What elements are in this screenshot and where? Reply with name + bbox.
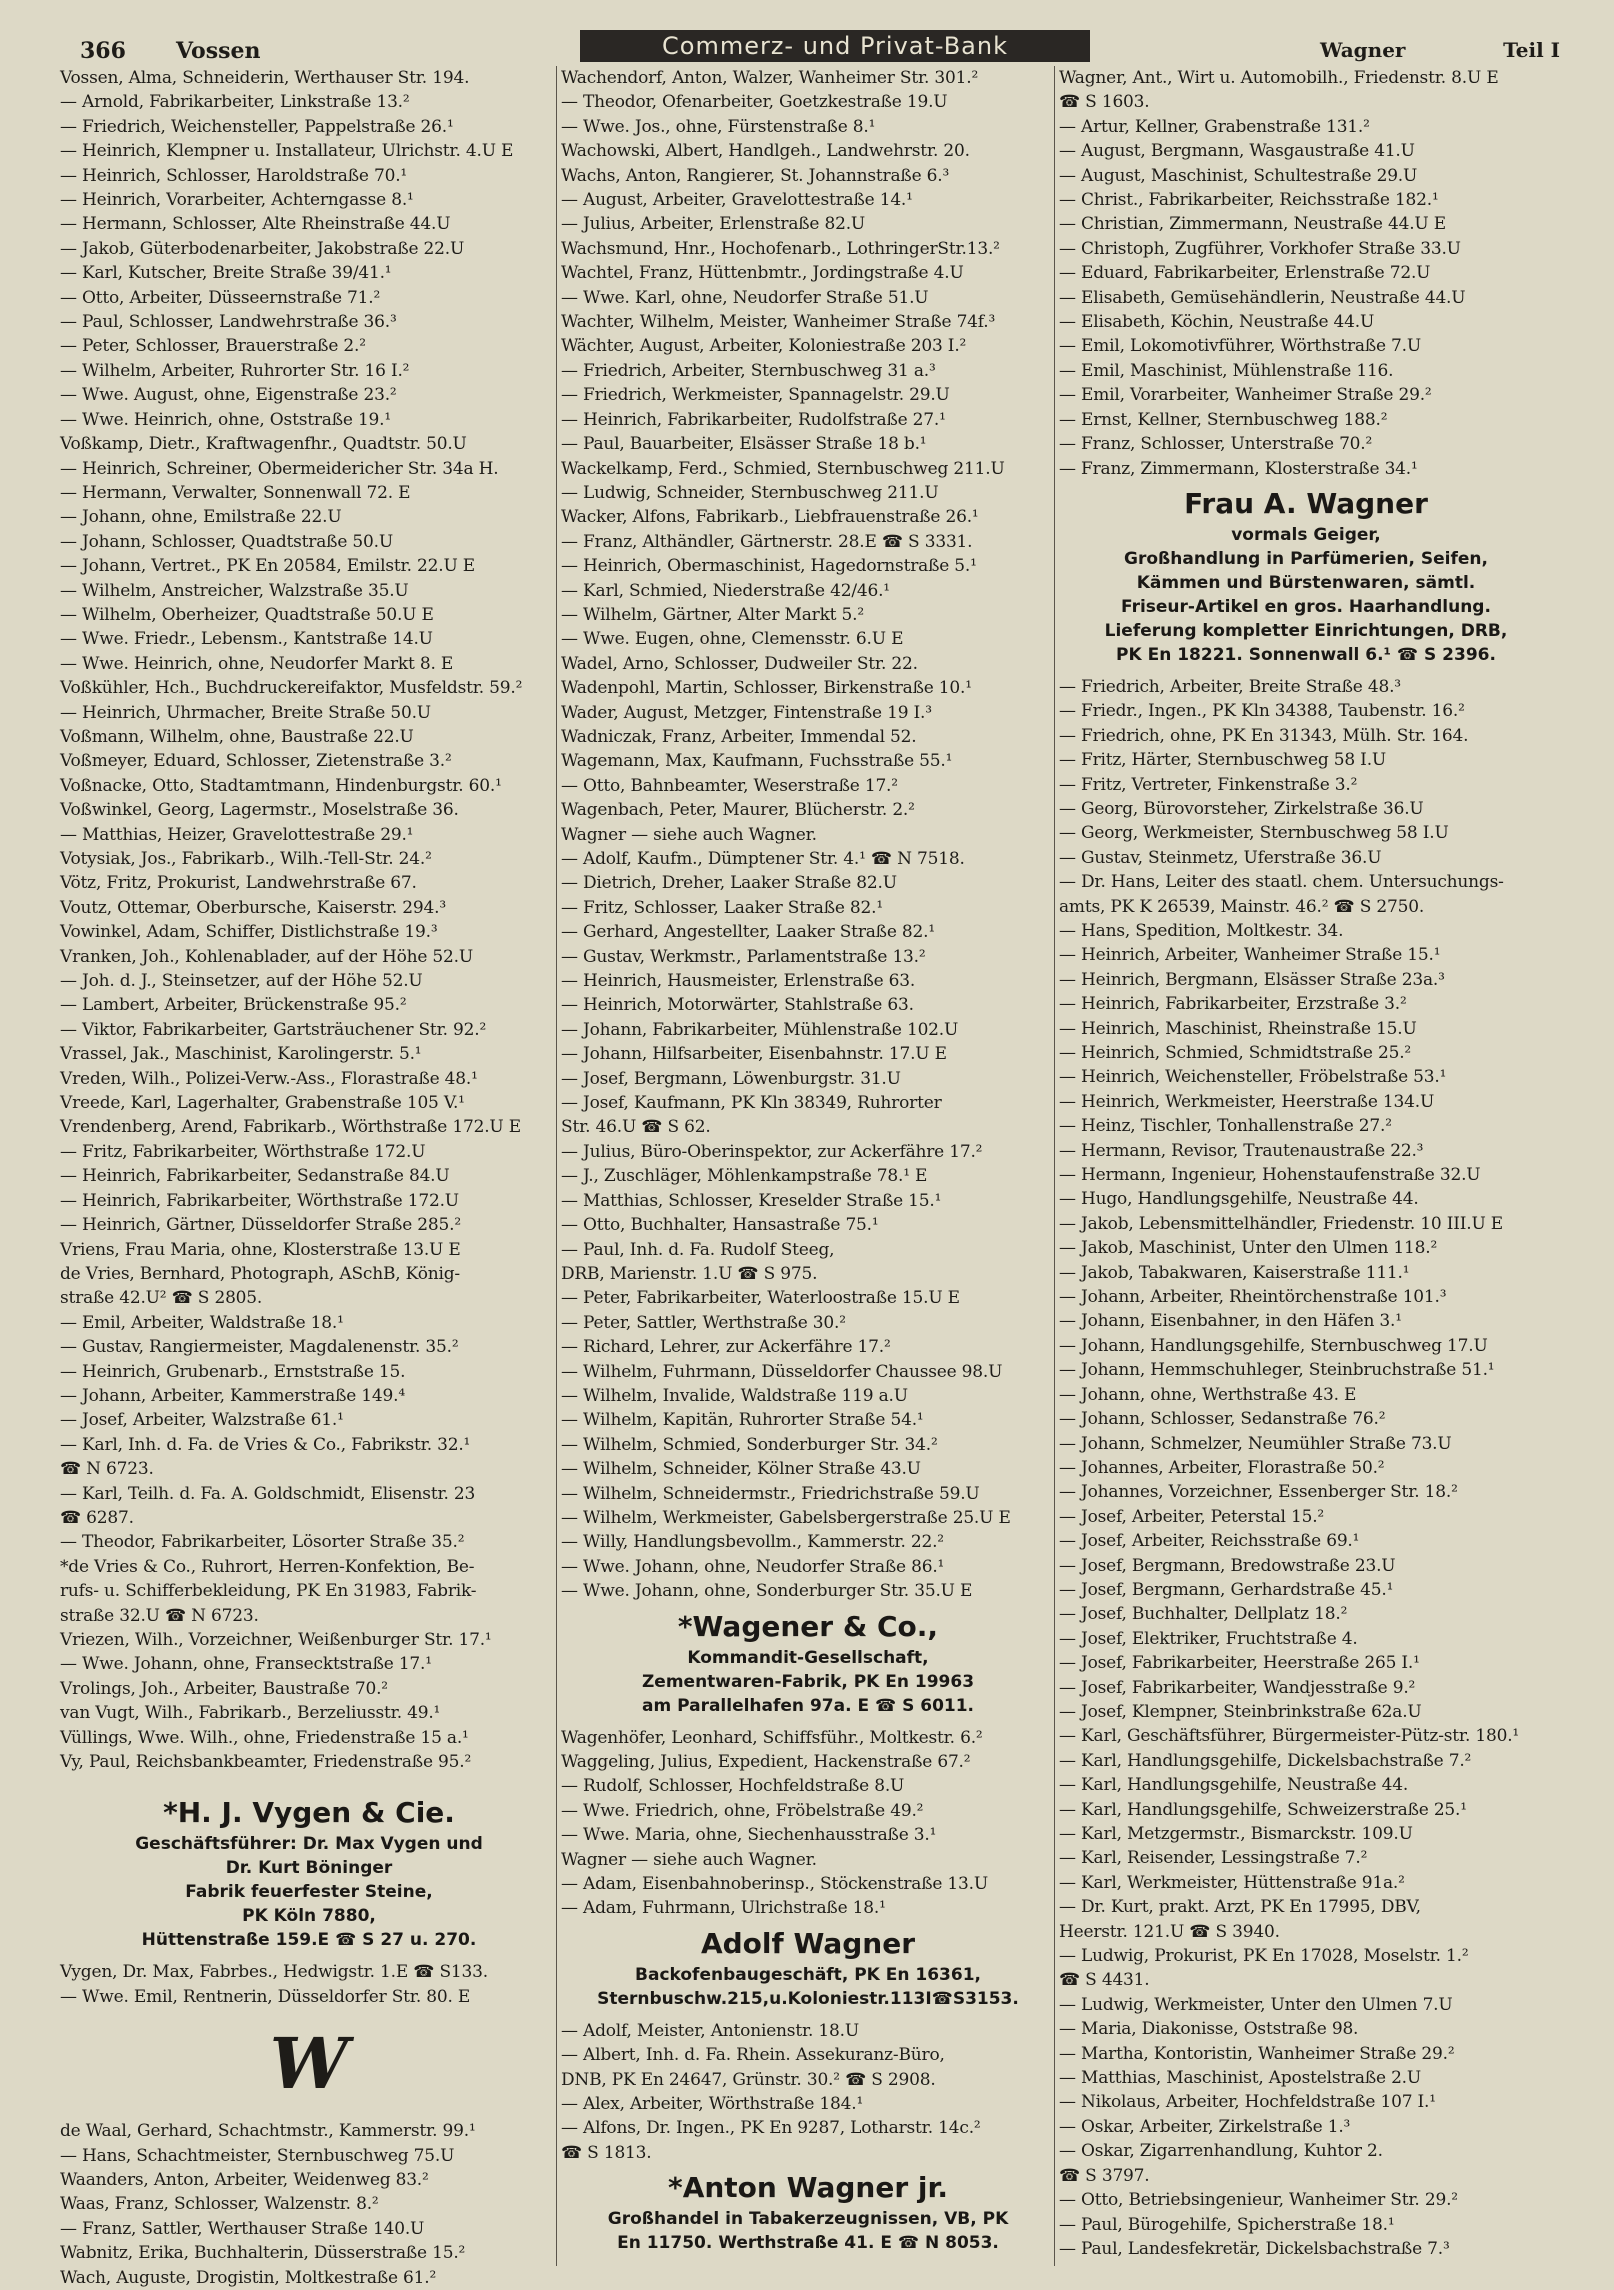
- directory-entry: — Emil, Maschinist, Mühlenstraße 116.: [1059, 360, 1394, 381]
- directory-entry: Voßmeyer, Eduard, Schlosser, Zietenstraße 3.²: [60, 751, 452, 772]
- ad-lines: [561, 2207, 1055, 2255]
- directory-entry: — Josef, Buchhalter, Dellplatz 18.²: [1059, 1604, 1348, 1625]
- directory-entry: — Fritz, Schlosser, Laaker Straße 82.¹: [561, 897, 883, 918]
- directory-entry: Vygen, Dr. Max, Fabrbes., Hedwigstr. 1.E ☎ S133.: [60, 1962, 488, 1983]
- directory-entry: Vrendenberg, Arend, Fabrikarb., Wörthstraße 172.U E: [60, 1117, 521, 1138]
- directory-entry: Votysiak, Jos., Fabrikarb., Wilh.-Tell-Str. 24.²: [60, 849, 432, 869]
- directory-entry: — Johann, Arbeiter, Rheintörchenstraße 101.³: [1059, 1287, 1447, 1308]
- directory-entry: — Paul, Bauarbeiter, Elsässer Straße 18 b.¹: [561, 434, 927, 455]
- ad-lines: [1059, 523, 1553, 667]
- directory-entry: — Christian, Zimmermann, Neustraße 44.U E: [1059, 214, 1446, 235]
- directory-entry: — Peter, Fabrikarbeiter, Waterloostraße 15.U E: [561, 1288, 960, 1309]
- directory-entry: — Otto, Buchhalter, Hansastraße 75.¹: [561, 1215, 879, 1236]
- ad-line: Sternbuschw.215,u.Koloniestr.113I☎S3153.: [597, 1988, 1019, 2009]
- directory-entry: — Wwe. Heinrich, ohne, Neudorfer Markt 8. E: [60, 653, 454, 674]
- directory-entry: — Josef, Bergmann, Bredowstraße 23.U: [1059, 1555, 1396, 1576]
- directory-entry: Vreden, Wilh., Polizei-Verw.-Ass., Florastraße 48.¹: [60, 1068, 478, 1089]
- directory-entry: — Adam, Eisenbahnoberinsp., Stöckenstraße 13.U: [561, 1874, 988, 1895]
- directory-entry: — Josef, Arbeiter, Walzstraße 61.¹: [60, 1410, 344, 1431]
- directory-entry: ☎ S 1813.: [561, 2142, 652, 2163]
- directory-entry: Waanders, Anton, Arbeiter, Weidenweg 83.²: [60, 2170, 429, 2191]
- directory-entry: Vranken, Joh., Kohlenablader, auf der Höhe 52.U: [60, 946, 473, 967]
- directory-entry: — Wwe. Jos., ohne, Fürstenstraße 8.¹: [561, 116, 876, 137]
- directory-entry: — Franz, Schlosser, Unterstraße 70.²: [1059, 434, 1373, 455]
- directory-entry: — Adam, Fuhrmann, Ulrichstraße 18.¹: [561, 1898, 886, 1919]
- ad-line: Friseur-Artikel en gros. Haarhandlung.: [1121, 596, 1491, 617]
- directory-entry: Vrolings, Joh., Arbeiter, Baustraße 70.²: [60, 1678, 388, 1699]
- directory-entry: — Wilhelm, Gärtner, Alter Markt 5.²: [561, 604, 864, 625]
- ad-line: PK Köln 7880,: [242, 1906, 376, 1927]
- directory-entry: — Heinrich, Gärtner, Düsseldorfer Straße 285.²: [60, 1215, 461, 1236]
- page-header: [80, 30, 1560, 64]
- directory-entry: — Wwe. Emil, Rentnerin, Düsseldorfer Str. 80. E: [60, 1986, 471, 2007]
- directory-entry: — Friedr., Ingen., PK Kln 34388, Taubenstr. 16.²: [1059, 701, 1465, 722]
- directory-entry: Vossen, Alma, Schneiderin, Werthauser Str. 194.: [60, 68, 470, 88]
- directory-entry: — Johann, Schmelzer, Neumühler Straße 73.U: [1059, 1433, 1452, 1454]
- directory-entry: — Julius, Arbeiter, Erlenstraße 82.U: [561, 214, 866, 235]
- directory-entry: van Vugt, Wilh., Fabrikarb., Berzeliusstr. 49.¹: [60, 1703, 441, 1724]
- directory-entry: — Otto, Betriebsingenieur, Wanheimer Str. 29.²: [1059, 2190, 1458, 2211]
- directory-entry: — Wilhelm, Werkmeister, Gabelsbergerstraße 25.U E: [561, 1507, 1011, 1528]
- directory-entry: — Fritz, Fabrikarbeiter, Wörthstraße 172.U: [60, 1141, 426, 1162]
- directory-entry: Wacker, Alfons, Fabrikarb., Liebfrauenstraße 26.¹: [561, 507, 979, 528]
- directory-entry: — Nikolaus, Arbeiter, Hochfeldstraße 107 I.¹: [1059, 2092, 1436, 2113]
- directory-entry: Heerstr. 121.U ☎ S 3940.: [1059, 1921, 1280, 1942]
- directory-entry: — Johann, Hilfsarbeiter, Eisenbahnstr. 17.U E: [561, 1044, 947, 1065]
- directory-entry: — Johann, ohne, Werthstraße 43. E: [1059, 1384, 1357, 1405]
- directory-entry: — J., Zuschläger, Möhlenkampstraße 78.¹ E: [561, 1166, 928, 1187]
- directory-entry: — Matthias, Heizer, Gravelottestraße 29.¹: [60, 824, 414, 845]
- directory-entry: — Heinrich, Hausmeister, Erlenstraße 63.: [561, 971, 916, 992]
- directory-entry: Wachtel, Franz, Hüttenbmtr., Jordingstraße 4.U: [561, 263, 964, 284]
- page-number: 366: [80, 38, 126, 64]
- directory-entry: — Wwe. Heinrich, ohne, Oststraße 19.¹: [60, 409, 391, 430]
- ad-line: PK En 18221. Sonnenwall 6.¹ ☎ S 2396.: [1116, 644, 1496, 665]
- directory-entry: — Wilhelm, Oberheizer, Quadtstraße 50.U E: [60, 604, 434, 625]
- directory-entry: Wackelkamp, Ferd., Schmied, Sternbuschweg 211.U: [561, 458, 1005, 479]
- directory-entry: — Adolf, Kaufm., Dümptener Str. 4.¹ ☎ N 7518.: [561, 849, 965, 869]
- directory-entry: — Karl, Schmied, Niederstraße 42/46.¹: [561, 580, 890, 601]
- directory-entry: — Heinrich, Schreiner, Obermeidericher Str. 34a H.: [60, 458, 499, 479]
- directory-entry: — Paul, Schlosser, Landwehrstraße 36.³: [60, 312, 397, 333]
- directory-entry: — Josef, Fabrikarbeiter, Heerstraße 265 I.¹: [1059, 1653, 1420, 1674]
- directory-entry: — Heinrich, Schlosser, Haroldstraße 70.¹: [60, 165, 408, 186]
- directory-entry: — Josef, Bergmann, Löwenburgstr. 31.U: [561, 1068, 901, 1089]
- directory-entry: — Otto, Bahnbeamter, Weserstraße 17.²: [561, 775, 898, 796]
- directory-entry: — Heinrich, Grubenarb., Ernststraße 15.: [60, 1361, 406, 1382]
- directory-entry: — Dietrich, Dreher, Laaker Straße 82.U: [561, 873, 897, 894]
- directory-entry: — Karl, Kutscher, Breite Straße 39/41.¹: [60, 263, 392, 284]
- entries-list: [1059, 66, 1553, 481]
- directory-entry: — Heinrich, Schmied, Schmidtstraße 25.²: [1059, 1043, 1412, 1063]
- directory-entry: — Hugo, Handlungsgehilfe, Neustraße 44.: [1059, 1189, 1419, 1210]
- directory-entry: DNB, PK En 24647, Grünstr. 30.² ☎ S 2908.: [561, 2069, 936, 2090]
- directory-entry: — Wwe. Maria, ohne, Siechenhausstraße 3.¹: [561, 1825, 937, 1846]
- directory-entry: — Christ., Fabrikarbeiter, Reichsstraße 182.¹: [1059, 190, 1439, 211]
- ad-vygen: [60, 1790, 558, 1960]
- directory-entry: — August, Bergmann, Wasgaustraße 41.U: [1059, 141, 1415, 162]
- column-2: [556, 66, 1055, 2266]
- bank-banner: Commerz- und Privat-Bank: [580, 30, 1090, 62]
- directory-entry: — Franz, Althändler, Gärtnerstr. 28.E ☎ S 3331.: [561, 531, 973, 552]
- directory-entry: — Willy, Handlungsbevollm., Kammerstr. 22.²: [561, 1532, 944, 1553]
- directory-entry: — Hermann, Ingenieur, Hohenstaufenstraße 32.U: [1059, 1165, 1481, 1186]
- directory-entry: — Wwe. Friedrich, ohne, Fröbelstraße 49.²: [561, 1800, 924, 1821]
- directory-entry: — Georg, Bürovorsteher, Zirkelstraße 36.U: [1059, 798, 1424, 819]
- ad-line: Lieferung kompletter Einrichtungen, DRB,: [1104, 620, 1508, 641]
- directory-entry: — Peter, Schlosser, Brauerstraße 2.²: [60, 336, 366, 357]
- directory-entry: Wadniczak, Franz, Arbeiter, Immendal 52.: [561, 726, 917, 747]
- ad-line: am Parallelhafen 97a. E ☎ S 6011.: [641, 1695, 975, 1716]
- ad-line: Kämmen und Bürstenwaren, sämtl.: [1136, 572, 1476, 593]
- directory-entry: — Richard, Lehrer, zur Ackerfähre 17.²: [561, 1337, 891, 1358]
- directory-entry: — Josef, Fabrikarbeiter, Wandjesstraße 9.²: [1059, 1677, 1416, 1698]
- ad-line: Hüttenstraße 159.E ☎ S 27 u. 270.: [141, 1930, 477, 1951]
- column-1: [60, 66, 558, 2288]
- directory-entry: — Johann, ohne, Emilstraße 22.U: [60, 507, 342, 528]
- directory-entry: — Lambert, Arbeiter, Brückenstraße 95.²: [60, 995, 407, 1016]
- directory-entry: — Johann, Schlosser, Sedanstraße 76.²: [1059, 1409, 1386, 1430]
- directory-entry: — Johann, Handlungsgehilfe, Sternbuschweg 17.U: [1059, 1335, 1488, 1356]
- directory-entry: Voßnacke, Otto, Stadtamtmann, Hindenburgstr. 60.¹: [60, 775, 502, 796]
- directory-entry: Waggeling, Julius, Expedient, Hackenstraße 67.²: [561, 1752, 971, 1772]
- ad-line: Fabrik feuerfester Steine,: [185, 1882, 433, 1903]
- directory-entry: — Wwe. Friedr., Lebensm., Kantstraße 14.U: [60, 629, 433, 650]
- directory-entry: — Josef, Bergmann, Gerhardstraße 45.¹: [1059, 1579, 1394, 1600]
- directory-entry: — Elisabeth, Gemüsehändlerin, Neustraße 44.U: [1059, 287, 1466, 308]
- directory-entry: ☎ S 1603.: [1059, 92, 1150, 113]
- directory-entry: Vriens, Frau Maria, ohne, Klosterstraße 13.U E: [60, 1239, 461, 1260]
- directory-entry: — Heinrich, Obermaschinist, Hagedornstraße 5.¹: [561, 556, 977, 577]
- directory-entry: — Rudolf, Schlosser, Hochfeldstraße 8.U: [561, 1776, 905, 1797]
- ad-firm-name: *H. J. Vygen & Cie.: [163, 1796, 455, 1830]
- directory-entry: — Karl, Reisender, Lessingstraße 7.²: [1059, 1848, 1368, 1869]
- directory-entry: — Theodor, Ofenarbeiter, Goetzkestraße 19.U: [561, 92, 948, 113]
- directory-entry: — Josef, Arbeiter, Reichsstraße 69.¹: [1059, 1531, 1360, 1552]
- directory-entry: — Albert, Inh. d. Fa. Rhein. Assekuranz-Büro,: [561, 2045, 945, 2066]
- directory-entry: — Hans, Spedition, Moltkestr. 34.: [1059, 920, 1344, 941]
- directory-entry: — Gustav, Werkmstr., Parlamentstraße 13.²: [561, 946, 926, 967]
- directory-entry: — Theodor, Fabrikarbeiter, Lösorter Straße 35.²: [60, 1532, 465, 1553]
- entries-list: [60, 1960, 558, 2009]
- directory-entry: Vreede, Karl, Lagerhalter, Grabenstraße 105 V.¹: [60, 1093, 465, 1114]
- ad-lines: [60, 1832, 558, 1952]
- directory-entry: — Karl, Metzgermstr., Bismarckstr. 109.U: [1059, 1824, 1413, 1844]
- directory-entry: — Hermann, Revisor, Trautenaustraße 22.³: [1059, 1140, 1424, 1161]
- directory-entry: Voßmann, Wilhelm, ohne, Baustraße 22.U: [60, 726, 414, 747]
- directory-entry: Wagemann, Max, Kaufmann, Fuchsstraße 55.¹: [561, 751, 953, 772]
- directory-entry: — August, Maschinist, Schultestraße 29.U: [1059, 165, 1418, 186]
- directory-entry: — Jakob, Maschinist, Unter den Ulmen 118.²: [1059, 1238, 1438, 1259]
- directory-entry: — Gustav, Steinmetz, Uferstraße 36.U: [1059, 847, 1382, 868]
- ad-line: Kommandit-Gesellschaft,: [687, 1647, 929, 1668]
- directory-entry: DRB, Marienstr. 1.U ☎ S 975.: [561, 1263, 818, 1284]
- directory-entry: — Wilhelm, Invalide, Waldstraße 119 a.U: [561, 1385, 908, 1406]
- directory-entry: — Dr. Hans, Leiter des staatl. chem. Untersuchungs-: [1059, 872, 1504, 893]
- directory-entry: Vowinkel, Adam, Schiffer, Distlichstraße 19.³: [60, 922, 438, 943]
- directory-entry: — Karl, Handlungsgehilfe, Schweizerstraße 25.¹: [1059, 1799, 1467, 1820]
- directory-entry: — Hans, Schachtmeister, Sternbuschweg 75.U: [60, 2145, 455, 2166]
- entries-list: [561, 66, 1055, 1604]
- directory-entry: — Ludwig, Werkmeister, Unter den Ulmen 7.U: [1059, 1994, 1453, 2015]
- ad-line: En 11750. Werthstraße 41. E ☎ N 8053.: [617, 2233, 999, 2254]
- directory-entry: — Heinrich, Bergmann, Elsässer Straße 23a.³: [1059, 969, 1445, 990]
- directory-entry: — Johann, Arbeiter, Kammerstraße 149.⁴: [60, 1385, 405, 1406]
- directory-entry: — Josef, Arbeiter, Peterstal 15.²: [1059, 1506, 1325, 1527]
- directory-entry: — Adolf, Meister, Antonienstr. 18.U: [561, 2020, 859, 2041]
- directory-entry: — Johann, Eisenbahner, in den Häfen 3.¹: [1059, 1311, 1402, 1332]
- directory-entry: Voßwinkel, Georg, Lagermstr., Moselstraße 36.: [60, 800, 459, 821]
- directory-entry: — Georg, Werkmeister, Sternbuschweg 58 I.U: [1059, 823, 1449, 844]
- directory-entry: — Wilhelm, Schneider, Kölner Straße 43.U: [561, 1459, 921, 1480]
- directory-entry: — Gerhard, Angestellter, Laaker Straße 82.¹: [561, 922, 935, 943]
- directory-entry: de Waal, Gerhard, Schachtmstr., Kammerstr. 99.¹: [60, 2121, 476, 2142]
- directory-entry: — Karl, Handlungsgehilfe, Dickelsbachstraße 7.²: [1059, 1750, 1472, 1771]
- ad-line: Dr. Kurt Böninger: [225, 1858, 393, 1879]
- directory-entry: — Heinrich, Werkmeister, Heerstraße 134.U: [1059, 1091, 1435, 1112]
- directory-entry: Wachsmund, Hnr., Hochofenarb., LothringerStr.13.²: [561, 238, 1000, 259]
- directory-entry: — Otto, Arbeiter, Düsseernstraße 71.²: [60, 287, 381, 308]
- section-letter: W: [269, 2022, 349, 2106]
- directory-entry: — Fritz, Härter, Sternbuschweg 58 I.U: [1059, 750, 1387, 771]
- directory-entry: — Heinrich, Fabrikarbeiter, Sedanstraße 84.U: [60, 1166, 450, 1187]
- directory-entry: — Joh. d. J., Steinsetzer, auf der Höhe 52.U: [60, 971, 423, 992]
- directory-entry: — Emil, Vorarbeiter, Wanheimer Straße 29.²: [1059, 385, 1432, 406]
- directory-entry: — Hermann, Schlosser, Alte Rheinstraße 44.U: [60, 214, 451, 235]
- ad-frau-wagner: [1059, 481, 1553, 675]
- directory-entry: Vriezen, Wilh., Vorzeichner, Weißenburger Str. 17.¹: [60, 1630, 492, 1650]
- entries-list: [561, 1726, 1055, 1921]
- directory-entry: ☎ S 4431.: [1059, 1970, 1150, 1991]
- directory-entry: Wagenbach, Peter, Maurer, Blücherstr. 2.²: [561, 800, 915, 821]
- directory-entry: — Friedrich, Werkmeister, Spannagelstr. 29.U: [561, 385, 950, 406]
- directory-entry: — Artur, Kellner, Grabenstraße 131.²: [1059, 116, 1370, 137]
- directory-entry: — Friedrich, Weichensteller, Pappelstraße 26.¹: [60, 116, 454, 137]
- directory-entry: — Wwe. Johann, ohne, Sonderburger Str. 35.U E: [561, 1581, 973, 1602]
- ad-firm-name: *Wagener & Co.,: [677, 1609, 939, 1643]
- directory-entry: — Alfons, Dr. Ingen., PK En 9287, Lotharstr. 14c.²: [561, 2118, 981, 2139]
- directory-entry: — Oskar, Arbeiter, Zirkelstraße 1.³: [1059, 2116, 1351, 2137]
- directory-entry: — Friedrich, ohne, PK En 31343, Mülh. Str. 164.: [1059, 725, 1469, 746]
- directory-entry: — Wilhelm, Schneidermstr., Friedrichstraße 59.U: [561, 1483, 980, 1504]
- directory-entry: — Peter, Sattler, Werthstraße 30.²: [561, 1312, 846, 1333]
- directory-entry: — Maria, Diakonisse, Oststraße 98.: [1059, 2019, 1359, 2040]
- directory-entry: — Matthias, Schlosser, Kreselder Straße 15.¹: [561, 1190, 942, 1211]
- directory-entry: — Ludwig, Prokurist, PK En 17028, Moselstr. 1.²: [1059, 1946, 1469, 1967]
- directory-entry: — Dr. Kurt, prakt. Arzt, PK En 17995, DBV,: [1059, 1897, 1421, 1918]
- directory-entry: — Jakob, Lebensmittelhändler, Friedenstr. 10 III.U E: [1059, 1213, 1504, 1234]
- ad-line: Großhandlung in Parfümerien, Seifen,: [1124, 548, 1488, 569]
- directory-entry: — Wilhelm, Schmied, Sonderburger Str. 34.²: [561, 1434, 938, 1455]
- directory-entry: Wachs, Anton, Rangierer, St. Johannstraße 6.³: [561, 165, 950, 186]
- directory-entry: — Paul, Landesfekretär, Dickelsbachstraße 7.³: [1059, 2238, 1450, 2259]
- directory-entry: Wach, Auguste, Drogistin, Moltkestraße 61.²: [60, 2267, 437, 2288]
- ad-lines: [561, 1646, 1055, 1718]
- directory-entry: — Heinrich, Maschinist, Rheinstraße 15.U: [1059, 1018, 1417, 1039]
- directory-entry: Wadenpohl, Martin, Schlosser, Birkenstraße 10.¹: [561, 678, 972, 699]
- ad-anton-wagner: [561, 2165, 1055, 2263]
- page-keyword-left: Vossen: [176, 38, 261, 64]
- directory-entry: — Wilhelm, Fuhrmann, Düsseldorfer Chaussee 98.U: [561, 1361, 1003, 1382]
- directory-entry: — Heinrich, Fabrikarbeiter, Rudolfstraße 27.¹: [561, 409, 946, 430]
- directory-entry: — Eduard, Fabrikarbeiter, Erlenstraße 72.U: [1059, 263, 1431, 284]
- directory-entry: Wagner, Ant., Wirt u. Automobilh., Friedenstr. 8.U E: [1059, 68, 1499, 88]
- directory-entry: — Johannes, Arbeiter, Florastraße 50.²: [1059, 1457, 1385, 1478]
- directory-entry: Wachter, Wilhelm, Meister, Wanheimer Straße 74f.³: [561, 312, 996, 333]
- directory-entry: — Heinrich, Fabrikarbeiter, Erzstraße 3.²: [1059, 994, 1407, 1015]
- directory-entry: Voßkühler, Hch., Buchdruckereifaktor, Musfeldstr. 59.²: [60, 678, 523, 699]
- directory-entry: — Franz, Zimmermann, Klosterstraße 34.¹: [1059, 458, 1418, 479]
- directory-entry: straße 42.U² ☎ S 2805.: [60, 1288, 263, 1309]
- ad-firm-name: *Anton Wagner jr.: [668, 2171, 948, 2205]
- directory-entry: Wagenhöfer, Leonhard, Schiffsführ., Moltkestr. 6.²: [561, 1727, 983, 1748]
- directory-entry: ☎ N 6723.: [60, 1459, 154, 1480]
- directory-entry: — Johann, Fabrikarbeiter, Mühlenstraße 102.U: [561, 1019, 959, 1040]
- directory-entry: Wagner — siehe auch Wagner.: [561, 1849, 817, 1870]
- directory-entry: — Johann, Schlosser, Quadtstraße 50.U: [60, 531, 393, 552]
- directory-entry: Wabnitz, Erika, Buchhalterin, Düsserstraße 15.²: [60, 2243, 466, 2264]
- directory-entry: — Oskar, Zigarrenhandlung, Kuhtor 2.: [1059, 2141, 1383, 2162]
- page-keyword-right: Wagner: [1320, 38, 1406, 62]
- ad-adolf-wagner: [561, 1921, 1055, 2019]
- directory-entry: — Karl, Inh. d. Fa. de Vries & Co., Fabrikstr. 32.¹: [60, 1434, 471, 1455]
- directory-entry: Vötz, Fritz, Prokurist, Landwehrstraße 67.: [60, 873, 417, 894]
- directory-entry: — Heinrich, Vorarbeiter, Achterngasse 8.¹: [60, 190, 414, 211]
- entries-list: [1059, 675, 1553, 2261]
- ad-firm-name: Frau A. Wagner: [1184, 486, 1428, 520]
- directory-entry: — Ludwig, Schneider, Sternbuschweg 211.U: [561, 482, 939, 503]
- directory-entry: — Martha, Kontoristin, Wanheimer Straße 29.²: [1059, 2043, 1455, 2064]
- directory-entry: *de Vries & Co., Ruhrort, Herren-Konfektion, Be-: [60, 1556, 475, 1577]
- directory-entry: — Wwe. Johann, ohne, Fransecktstraße 17.¹: [60, 1654, 432, 1675]
- directory-entry: — Emil, Arbeiter, Waldstraße 18.¹: [60, 1312, 344, 1333]
- directory-entry: — Gustav, Rangiermeister, Magdalenenstr. 35.²: [60, 1337, 459, 1358]
- ad-line: Geschäftsführer: Dr. Max Vygen und: [135, 1834, 483, 1855]
- directory-entry: — Emil, Lokomotivführer, Wörthstraße 7.U: [1059, 336, 1421, 357]
- directory-entry: — Fritz, Vertreter, Finkenstraße 3.²: [1059, 774, 1358, 795]
- directory-entry: — Wwe. August, ohne, Eigenstraße 23.²: [60, 385, 397, 406]
- directory-entry: — Matthias, Maschinist, Apostelstraße 2.U: [1059, 2068, 1422, 2089]
- directory-entry: — Wilhelm, Kapitän, Ruhrorter Straße 54.¹: [561, 1410, 924, 1431]
- directory-entry: — Karl, Handlungsgehilfe, Neustraße 44.: [1059, 1775, 1409, 1796]
- directory-entry: — Johannes, Vorzeichner, Essenberger Str. 18.²: [1059, 1482, 1458, 1503]
- directory-entry: — Paul, Inh. d. Fa. Rudolf Steeg,: [561, 1239, 835, 1260]
- directory-entry: ☎ 6287.: [60, 1507, 134, 1528]
- directory-entry: — Jakob, Güterbodenarbeiter, Jakobstraße 22.U: [60, 238, 465, 259]
- directory-entry: — Karl, Geschäftsführer, Bürgermeister-Pütz-str. 180.¹: [1059, 1726, 1520, 1747]
- directory-entry: — Hermann, Verwalter, Sonnenwall 72. E: [60, 482, 411, 503]
- directory-entry: — Elisabeth, Köchin, Neustraße 44.U: [1059, 312, 1375, 333]
- directory-entry: Vüllings, Wwe. Wilh., ohne, Friedenstraße 15 a.¹: [60, 1727, 469, 1748]
- directory-entry: — Friedrich, Arbeiter, Breite Straße 48.³: [1059, 676, 1401, 697]
- directory-entry: — Alex, Arbeiter, Wörthstraße 184.¹: [561, 2094, 864, 2115]
- entries-list: [60, 66, 558, 1774]
- column-3: [1054, 66, 1553, 2266]
- directory-entry: Wächter, August, Arbeiter, Koloniestraße 203 I.²: [561, 336, 967, 357]
- entries-list: [60, 2119, 558, 2290]
- directory-entry: — Heinrich, Motorwärter, Stahlstraße 63.: [561, 995, 914, 1016]
- directory-entry: — Arnold, Fabrikarbeiter, Linkstraße 13.²: [60, 92, 410, 113]
- directory-part: Teil I: [1503, 38, 1560, 62]
- directory-entry: — Wwe. Karl, ohne, Neudorfer Straße 51.U: [561, 287, 929, 308]
- directory-entry: — Karl, Werkmeister, Hüttenstraße 91a.²: [1059, 1872, 1405, 1893]
- directory-entry: Waas, Franz, Schlosser, Walzenstr. 8.²: [60, 2194, 379, 2215]
- directory-entry: — Wilhelm, Arbeiter, Ruhrorter Str. 16 I.²: [60, 360, 410, 381]
- directory-entry: — Wwe. Johann, ohne, Neudorfer Straße 86.¹: [561, 1556, 945, 1577]
- directory-entry: Vrassel, Jak., Maschinist, Karolingerstr. 5.¹: [60, 1044, 422, 1065]
- directory-entry: rufs- u. Schifferbekleidung, PK En 31983, Fabrik-: [60, 1581, 477, 1602]
- directory-entry: — Josef, Elektriker, Fruchtstraße 4.: [1059, 1628, 1358, 1649]
- directory-entry: straße 32.U ☎ N 6723.: [60, 1605, 259, 1626]
- directory-entry: — Jakob, Tabakwaren, Kaiserstraße 111.¹: [1059, 1262, 1410, 1283]
- ad-line: Backofenbaugeschäft, PK En 16361,: [635, 1964, 981, 1985]
- directory-entry: Wachendorf, Anton, Walzer, Wanheimer Str. 301.²: [561, 68, 979, 88]
- directory-entry: — Viktor, Fabrikarbeiter, Gartsträuchener Str. 92.²: [60, 1019, 487, 1040]
- directory-entry: — Heinrich, Weichensteller, Fröbelstraße 53.¹: [1059, 1067, 1447, 1088]
- directory-entry: Voßkamp, Dietr., Kraftwagenfhr., Quadtstr. 50.U: [60, 434, 467, 455]
- directory-entry: — Karl, Teilh. d. Fa. A. Goldschmidt, Elisenstr. 23: [60, 1483, 476, 1504]
- directory-entry: Wader, August, Metzger, Fintenstraße 19 I.³: [561, 702, 932, 723]
- directory-entry: — Heinrich, Uhrmacher, Breite Straße 50.U: [60, 702, 431, 723]
- directory-entry: — Heinrich, Fabrikarbeiter, Wörthstraße 172.U: [60, 1190, 459, 1211]
- directory-entry: — Heinrich, Arbeiter, Wanheimer Straße 15.¹: [1059, 945, 1441, 966]
- entries-list: [561, 2019, 1055, 2165]
- directory-entry: — Josef, Klempner, Steinbrinkstraße 62a.U: [1059, 1701, 1422, 1722]
- directory-entry: — August, Arbeiter, Gravelottestraße 14.¹: [561, 190, 913, 211]
- directory-entry: Wagner — siehe auch Wagner.: [561, 824, 817, 845]
- directory-entry: de Vries, Bernhard, Photograph, ASchB, König-: [60, 1263, 460, 1284]
- directory-entry: — Johann, Hemmschuhleger, Steinbruchstraße 51.¹: [1059, 1360, 1495, 1381]
- directory-entry: — Johann, Vertret., PK En 20584, Emilstr. 22.U E: [60, 556, 476, 577]
- directory-entry: — Christoph, Zugführer, Vorkhofer Straße 33.U: [1059, 238, 1461, 259]
- ad-line: Zementwaren-Fabrik, PK En 19963: [641, 1671, 975, 1692]
- directory-entry: — Wwe. Eugen, ohne, Clemensstr. 6.U E: [561, 629, 904, 650]
- ad-wagener: [561, 1604, 1055, 1726]
- directory-entry: Str. 46.U ☎ S 62.: [561, 1117, 711, 1138]
- directory-entry: — Ernst, Kellner, Sternbuschweg 188.²: [1059, 409, 1388, 430]
- directory-entry: — Josef, Kaufmann, PK Kln 38349, Ruhrorter: [561, 1093, 942, 1114]
- directory-entry: — Franz, Sattler, Werthauser Straße 140.U: [60, 2218, 425, 2239]
- directory-entry: ☎ S 3797.: [1059, 2165, 1150, 2186]
- directory-entry: — Julius, Büro-Oberinspektor, zur Ackerfähre 17.²: [561, 1141, 983, 1162]
- directory-entry: Vy, Paul, Reichsbankbeamter, Friedenstraße 95.²: [60, 1752, 472, 1773]
- ad-firm-name: Adolf Wagner: [700, 1926, 916, 1960]
- directory-entry: Wachowski, Albert, Handlgeh., Landwehrstr. 20.: [561, 141, 970, 162]
- directory-entry: — Heinrich, Klempner u. Installateur, Ulrichstr. 4.U E: [60, 141, 514, 162]
- directory-entry: — Friedrich, Arbeiter, Sternbuschweg 31 a.³: [561, 360, 936, 381]
- ad-line: Großhandel in Tabakerzeugnissen, VB, PK: [607, 2209, 1009, 2230]
- directory-entry: Voutz, Ottemar, Oberbursche, Kaiserstr. 294.³: [60, 897, 446, 918]
- directory-entry: — Wilhelm, Anstreicher, Walzstraße 35.U: [60, 580, 409, 601]
- directory-entry: — Heinz, Tischler, Tonhallenstraße 27.²: [1059, 1116, 1392, 1137]
- directory-entry: Wadel, Arno, Schlosser, Dudweiler Str. 22.: [561, 653, 918, 674]
- directory-entry: — Paul, Bürogehilfe, Spicherstraße 18.¹: [1059, 2214, 1395, 2235]
- ad-line: vormals Geiger,: [1231, 524, 1381, 545]
- ad-lines: [561, 1963, 1055, 2011]
- directory-entry: amts, PK K 26539, Mainstr. 46.² ☎ S 2750.: [1059, 896, 1425, 917]
